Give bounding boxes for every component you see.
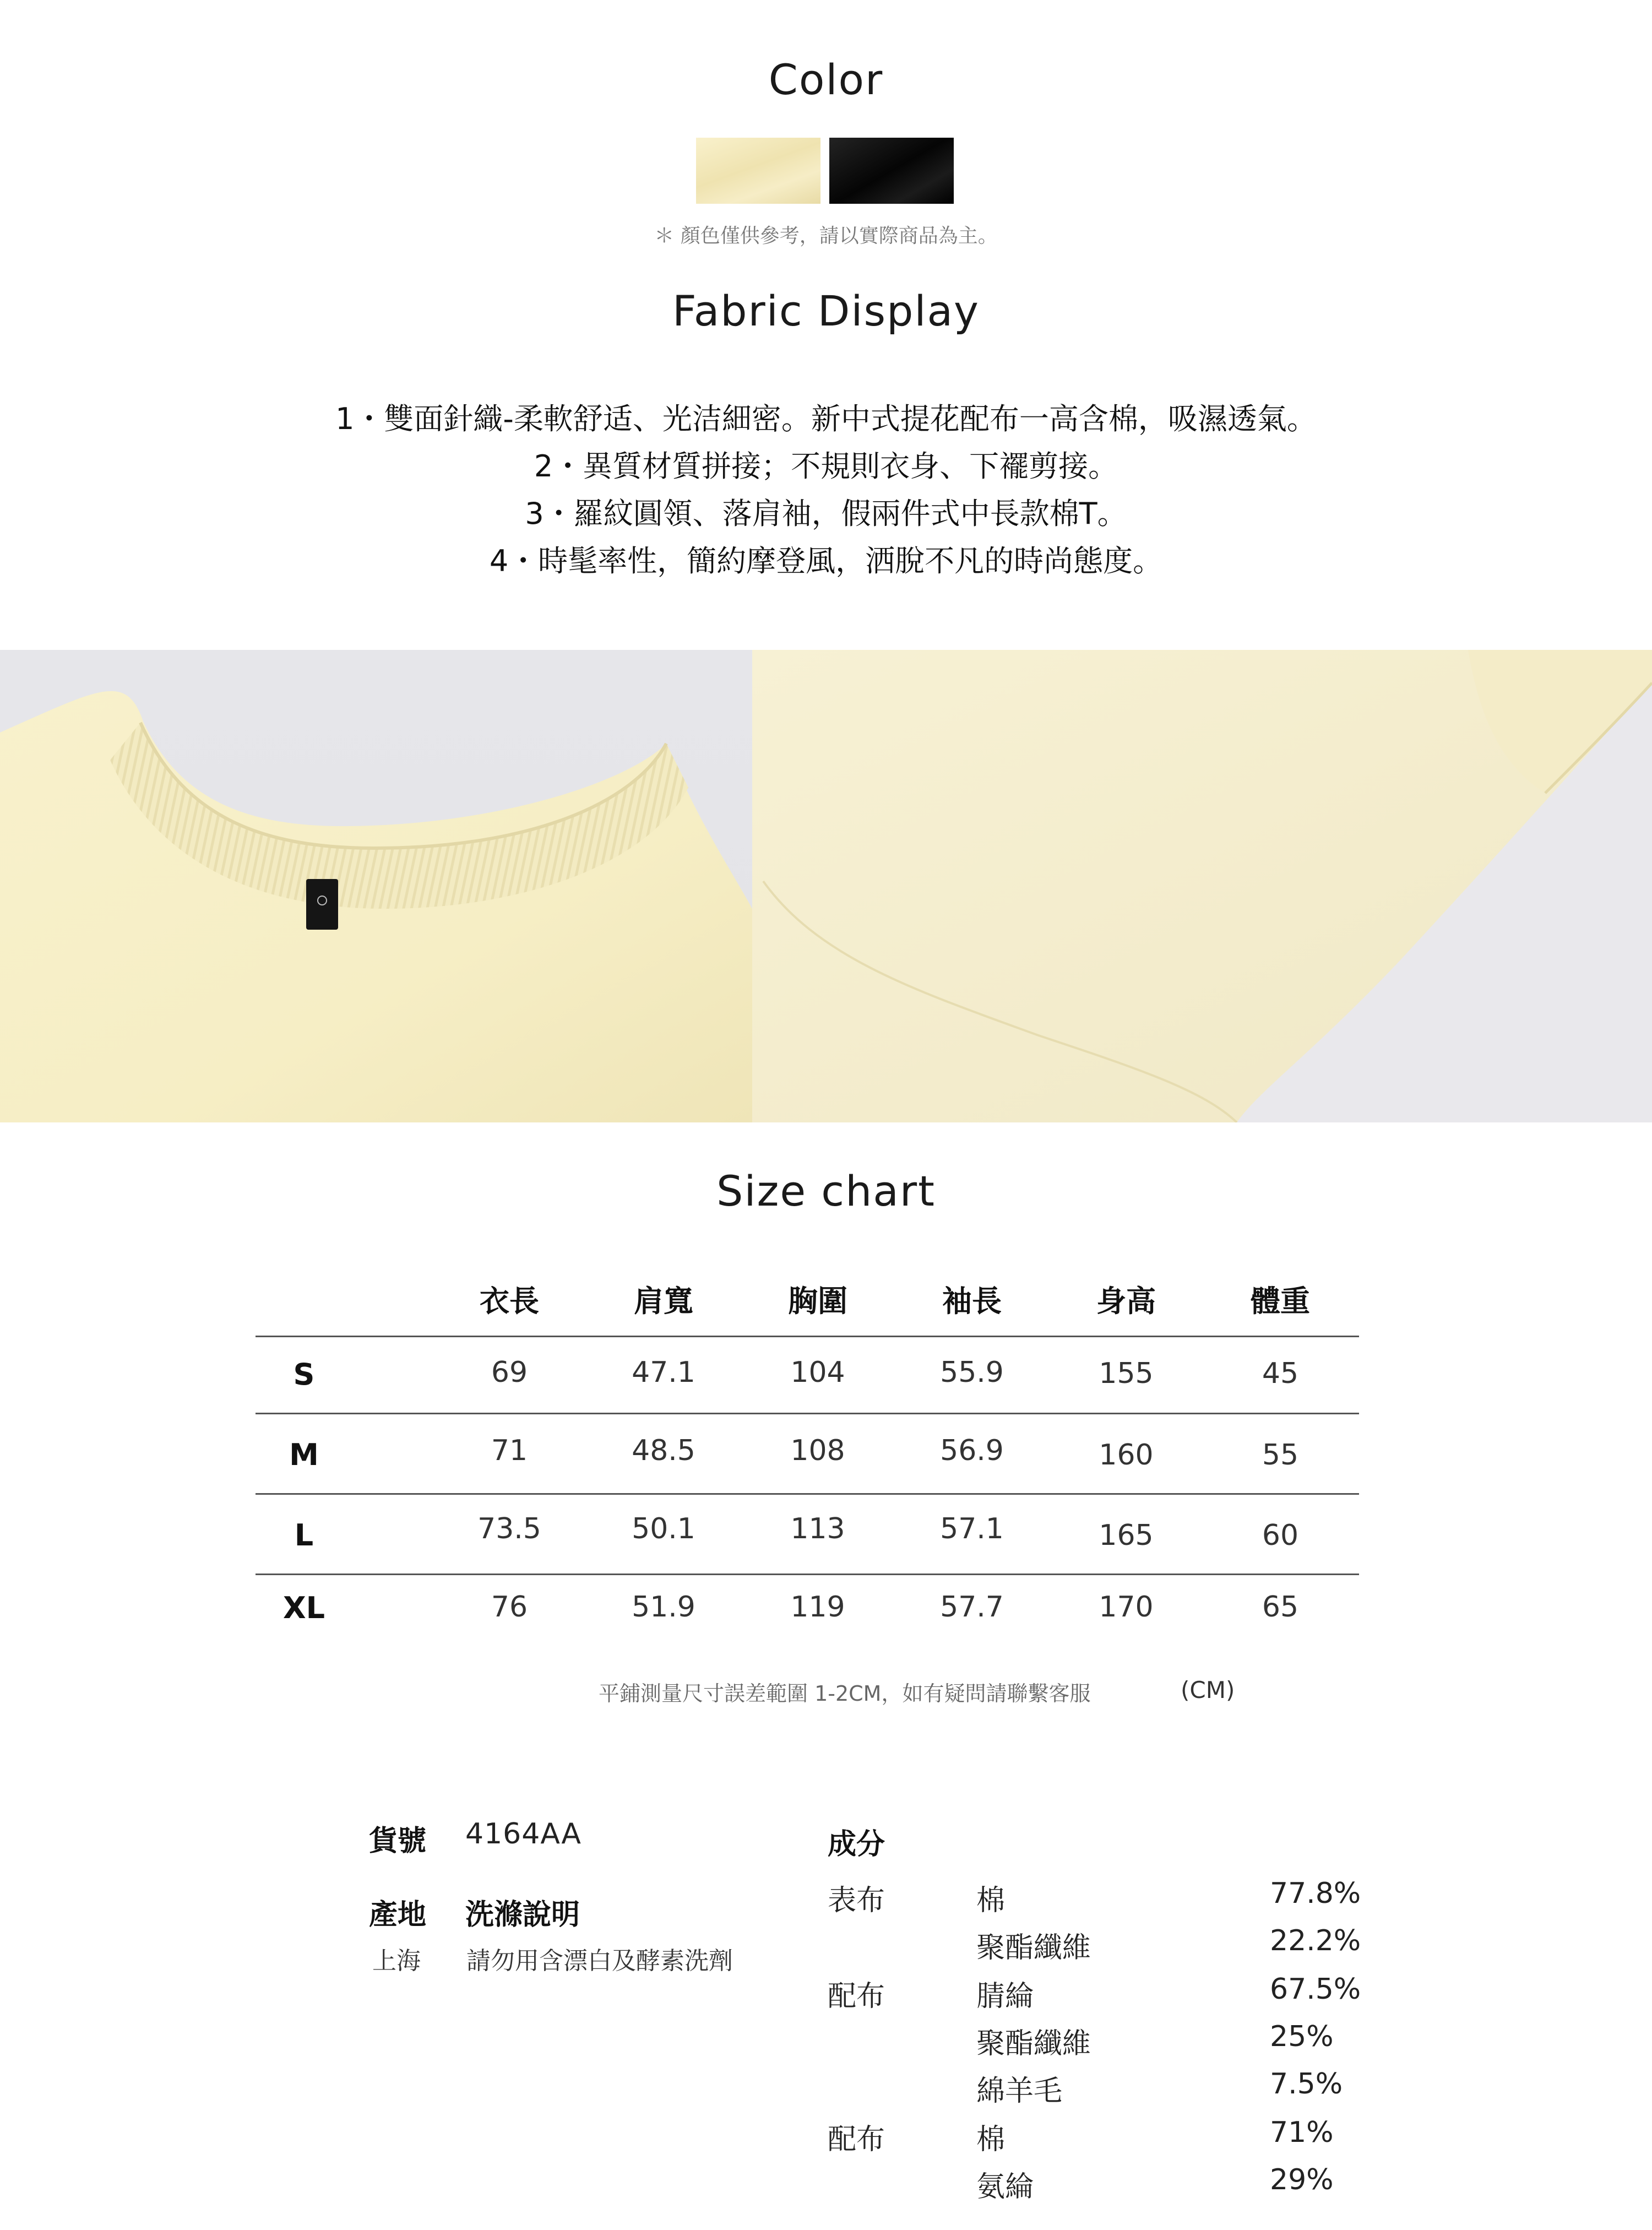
column-header: 袖長 [942,1284,1002,1319]
fabric-part-label: 表布 [828,1884,885,1917]
material-percent: 22.2% [1270,1924,1361,1957]
collar-detail-photo [0,650,752,1122]
origin-value: 上海 [372,1947,421,1975]
fabric-part-label: 配布 [828,2123,885,2156]
material-percent: 7.5% [1270,2068,1343,2101]
feature-item: 2・異質材質拼接；不規則衣身、下襬剪接。 [534,449,1118,484]
material-name: 聚酯纖維 [976,2027,1091,2060]
material-percent: 77.8% [1270,1877,1361,1910]
care-value: 請勿用含漂白及酵素洗劑 [466,1947,733,1975]
table-cell: 69 [491,1356,528,1389]
table-cell: 165 [1099,1519,1154,1552]
table-cell: 57.1 [940,1512,1004,1545]
care-label: 洗滌說明 [465,1898,580,1931]
table-divider [256,1336,1359,1337]
feature-item: 4・時髦率性，簡約摩登風，洒脫不凡的時尚態度。 [489,544,1163,578]
table-cell: 160 [1099,1439,1154,1472]
table-cell: 113 [790,1512,845,1545]
column-header: 衣長 [480,1284,539,1319]
feature-list [0,395,1652,585]
item-number-value: 4164AA [465,1817,582,1851]
composition-title: 成分 [828,1828,885,1861]
size-label: M [289,1437,319,1472]
table-cell: 65 [1262,1591,1299,1624]
fabric-hem-photo [752,650,1652,1122]
fabric-part-label: 配布 [828,1980,885,2013]
material-name: 綿羊毛 [976,2075,1063,2108]
measurement-note: 平鋪測量尺寸誤差範圍 1-2CM，如有疑問請聯繫客服 [599,1681,1091,1706]
column-header: 肩寬 [634,1284,693,1319]
column-header: 身高 [1096,1284,1156,1319]
size-chart-title: Size chart [716,1166,936,1216]
table-cell: 45 [1262,1357,1299,1390]
material-name: 棉 [976,2123,1006,2156]
table-divider [256,1574,1359,1575]
material-name: 聚酯纖維 [976,1931,1091,1965]
material-percent: 29% [1270,2163,1334,2196]
table-cell: 50.1 [632,1512,695,1545]
table-cell: 71 [491,1434,528,1467]
table-cell: 108 [790,1434,845,1467]
size-label: XL [282,1591,325,1625]
item-number-label: 貨號 [369,1825,427,1858]
color-title: Color [768,55,884,104]
table-cell: 47.1 [632,1356,695,1389]
size-label: S [293,1357,315,1392]
table-cell: 76 [491,1591,528,1624]
material-percent: 71% [1270,2116,1334,2149]
collar-illustration [0,650,752,1122]
material-name: 腈綸 [976,1980,1034,2013]
feature-item: 1・雙面針織-柔軟舒适、光洁細密。新中式提花配布一高含棉，吸濕透氣。 [335,401,1317,436]
material-name: 氨綸 [976,2171,1034,2204]
material-name: 棉 [976,1884,1006,1917]
material-percent: 25% [1270,2020,1334,2053]
table-cell: 104 [790,1356,845,1389]
origin-label: 產地 [369,1898,427,1931]
material-percent: 67.5% [1270,1973,1361,2006]
unit-label: (CM) [1181,1676,1235,1703]
table-cell: 55.9 [940,1356,1004,1389]
table-cell: 155 [1099,1357,1154,1390]
column-header: 體重 [1251,1284,1310,1319]
table-cell: 60 [1262,1519,1299,1552]
table-divider [256,1493,1359,1495]
feature-item: 3・羅紋圓領、落肩袖，假兩件式中長款棉T。 [525,496,1127,531]
table-cell: 57.7 [940,1591,1004,1624]
table-cell: 73.5 [477,1512,541,1545]
table-cell: 56.9 [940,1434,1004,1467]
table-cell: 170 [1099,1591,1154,1624]
color-note: ＊ 顏色僅供參考，請以實際商品為主。 [654,225,998,247]
table-cell: 55 [1262,1439,1299,1472]
table-divider [256,1413,1359,1414]
table-cell: 48.5 [632,1434,695,1467]
table-cell: 119 [790,1591,845,1624]
column-header: 胸圍 [788,1284,847,1319]
fabric-display-title: Fabric Display [672,286,980,335]
table-cell: 51.9 [632,1591,695,1624]
color-swatch-cream[interactable] [696,138,820,204]
color-swatch-black[interactable] [829,138,954,204]
hem-illustration [752,650,1652,1122]
size-label: L [294,1518,314,1553]
